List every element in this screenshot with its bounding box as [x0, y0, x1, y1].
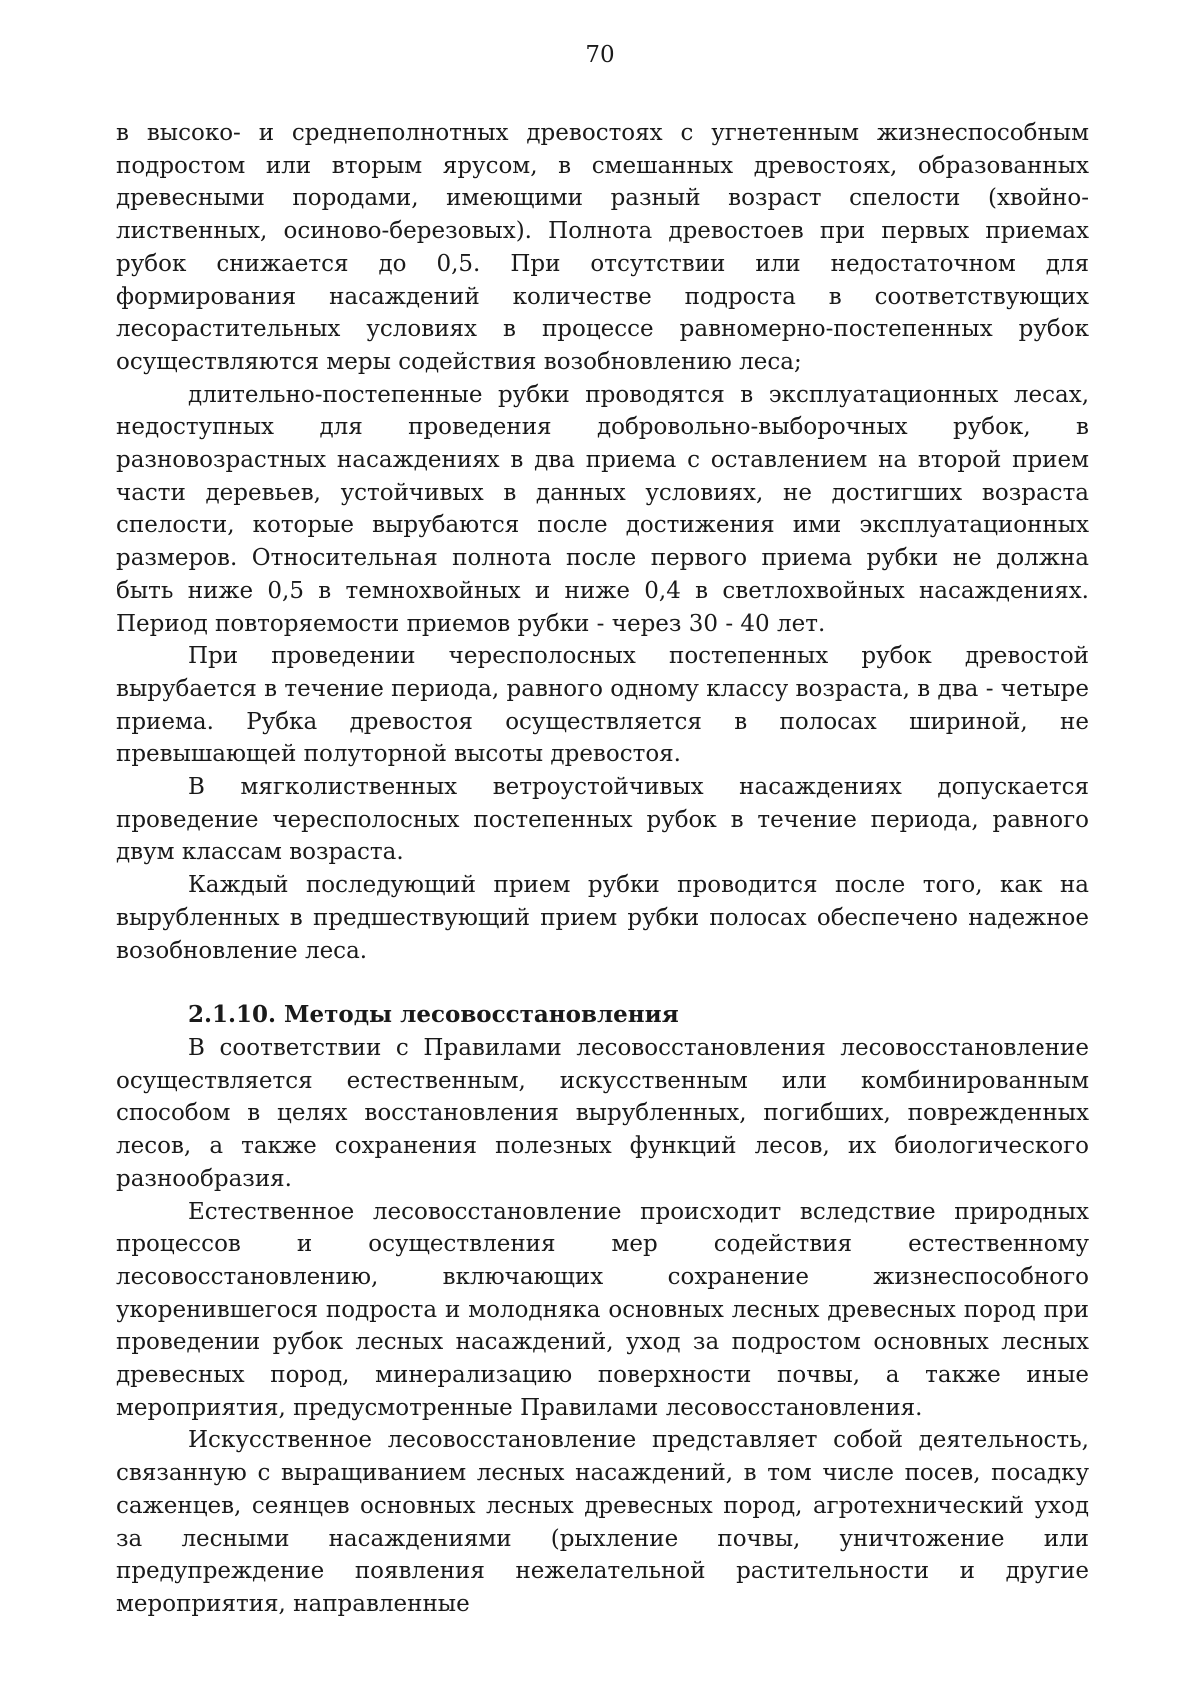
paragraph: Естественное лесовосстановление происходит вследствие природных процессов и осуществления мер содействия естественному лесовосстановлению, включающих сохранение жизнеспособного укоренившегося подроста и молодняка основных лесных древесных пород при проведении рубок лесных насаждений, уход за подростом основных лесных древесных пород, минерализацию поверхности почвы, а также иные мероприятия, предусмотренные Правилами лесовосстановления. — [116, 1198, 1089, 1421]
page-number: 70 — [585, 42, 615, 68]
document-body — [116, 117, 1089, 1621]
paragraph: В соответствии с Правилами лесовосстановления лесовосстановление осуществляется естественным, искусственным или комбинированным способом в целях восстановления вырубленных, погибших, поврежденных лесов, а также сохранения полезных функций лесов, их биологического разнообразия. — [116, 1034, 1089, 1192]
paragraph: Искусственное лесовосстановление представляет собой деятельность, связанную с выращиванием лесных насаждений, в том числе посев, посадку саженцев, сеянцев основных лесных древесных пород, агротехнический уход за лесными насаждениями (рыхление почвы, уничтожение или предупреждение появления нежелательной растительности и другие мероприятия, направленные — [116, 1427, 1089, 1617]
section-heading: 2.1.10. Методы лесовосстановления — [188, 1001, 679, 1029]
paragraph: В мягколиственных ветроустойчивых насаждениях допускается проведение чересполосных постепенных рубок в течение периода, равного двум классам возраста. — [116, 774, 1089, 866]
paragraph: При проведении чересполосных постепенных рубок древостой вырубается в течение периода, равного одному классу возраста, в два - четыре приема. Рубка древостоя осуществляется в полосах шириной, не превышающей полуторной высоты древостоя. — [116, 643, 1089, 768]
paragraph: в высоко- и среднеполнотных древостоях с угнетенным жизнеспособным подростом или вторым ярусом, в смешанных древостоях, образованных древесными породами, имеющими разный возраст спелости (хвойно-лиственных, осиново-березовых). Полнота древостоев при первых приемах рубок снижается до 0,5. При отсутствии или недостаточном для формирования насаждений количестве подроста в соответствующих лесорастительных условиях в процессе равномерно-постепенных рубок осуществляются меры содействия возобновлению леса; — [116, 120, 1089, 375]
paragraph: Каждый последующий прием рубки проводится после того, как на вырубленных в предшествующий прием рубки полосах обеспечено надежное возобновление леса. — [116, 872, 1089, 964]
paragraph: длительно-постепенные рубки проводятся в эксплуатационных лесах, недоступных для проведения добровольно-выборочных рубок, в разновозрастных насаждениях в два приема с оставлением на второй прием части деревьев, устойчивых в данных условиях, не достигших возраста спелости, которые вырубаются после достижения ими эксплуатационных размеров. Относительная полнота после первого приема рубки не должна быть ниже 0,5 в темнохвойных и ниже 0,4 в светлохвойных насаждениях. Период повторяемости приемов рубки - через 30 - 40 лет. — [116, 381, 1089, 637]
